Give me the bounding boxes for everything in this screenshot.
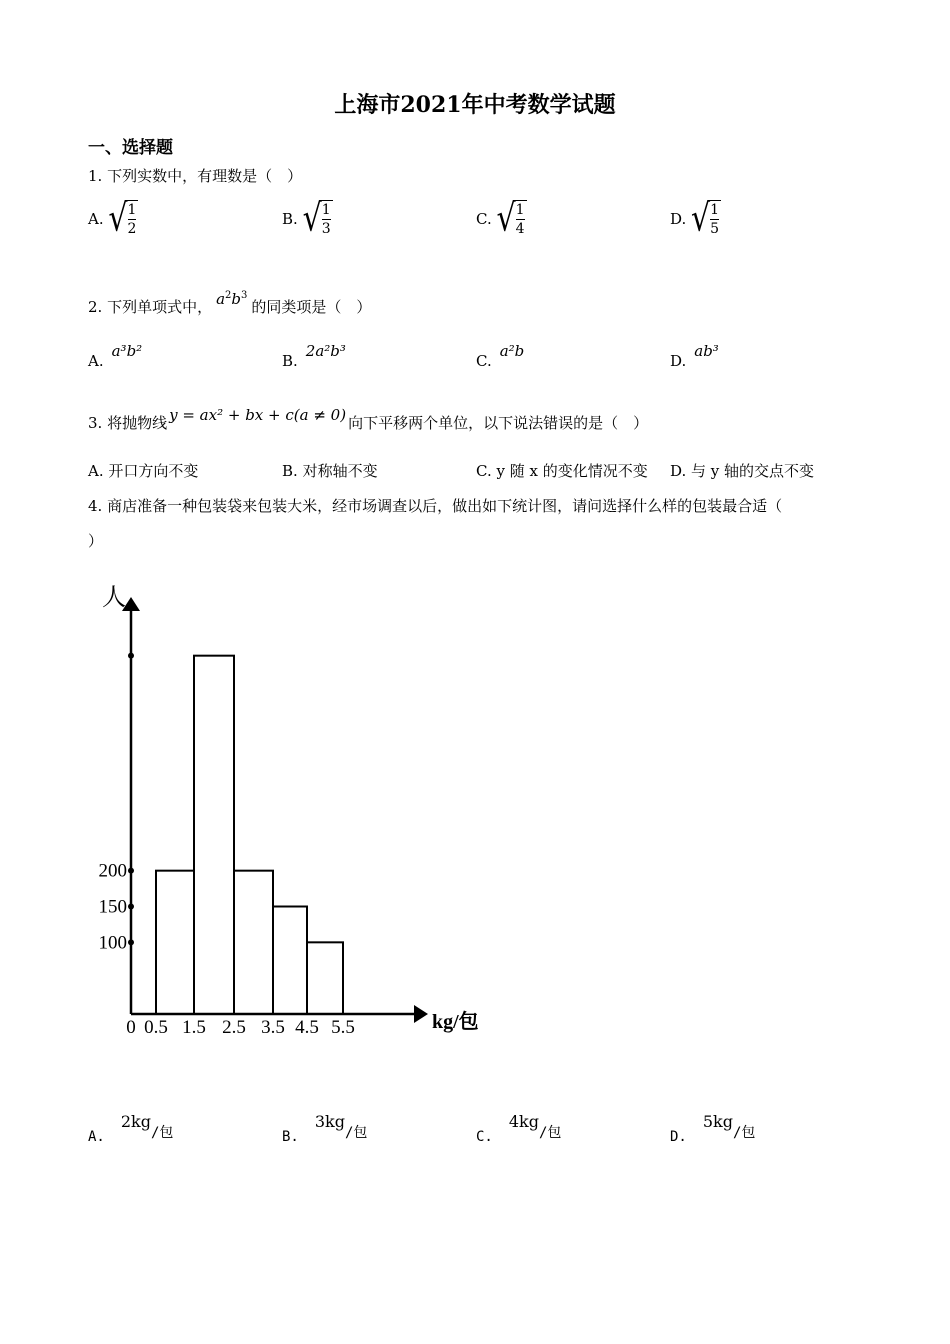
question-4-option-b[interactable]	[282, 1112, 368, 1145]
option-text: y 随 x 的变化情况不变	[496, 462, 648, 480]
sqrt-fraction	[302, 196, 333, 241]
y-tick-label-200: 200	[98, 860, 127, 882]
option-label: C.	[476, 210, 492, 228]
denominator: 2	[127, 221, 137, 237]
y-tick-dot-150	[128, 904, 134, 910]
histogram-bar-1	[156, 871, 194, 1014]
option-unit: /包	[732, 1125, 756, 1141]
question-1-stem: 1. 下列实数中，有理数是（ ）	[88, 167, 303, 185]
question-3-option-c[interactable]	[476, 460, 648, 481]
denominator: 4	[515, 221, 525, 237]
sqrt-fraction	[496, 196, 527, 241]
question-3-stem-after: 向下平移两个单位，以下说法错误的是（ ）	[348, 414, 649, 432]
question-2-option-a[interactable]	[88, 342, 143, 370]
term-base-b: b	[231, 290, 242, 308]
question-4-stem-line2: ）	[88, 532, 104, 550]
option-label: B.	[282, 352, 298, 370]
option-value: 4kg	[508, 1112, 539, 1131]
question-4-option-c[interactable]	[476, 1112, 562, 1145]
question-2-option-d[interactable]	[670, 342, 719, 370]
question-2-option-c[interactable]	[476, 342, 525, 370]
radical-sign: √	[302, 196, 322, 241]
option-value: 3kg	[314, 1112, 345, 1131]
question-1-option-a[interactable]	[88, 196, 138, 241]
radical-sign: √	[691, 196, 711, 241]
x-axis-arrow-icon	[414, 1005, 428, 1023]
denominator: 5	[710, 221, 720, 237]
option-label: D.	[670, 352, 687, 370]
numerator: 1	[710, 202, 720, 218]
option-label: C.	[476, 352, 492, 370]
option-value: 5kg	[702, 1112, 733, 1131]
option-label: D.	[670, 462, 692, 480]
question-2-stem	[88, 288, 372, 316]
radical-sign: √	[496, 196, 516, 241]
histogram-bars	[156, 656, 343, 1014]
sqrt-fraction	[108, 196, 138, 241]
option-label: B.	[282, 210, 298, 228]
histogram-bar-2	[194, 656, 234, 1014]
option-text: 对称轴不变	[302, 462, 378, 480]
option-expression: a²b	[499, 342, 525, 360]
question-3-formula: y = ax² + bx + c(a ≠ 0)	[169, 406, 347, 424]
option-unit: /包	[150, 1125, 174, 1141]
question-2-term	[216, 290, 247, 308]
x-tick-label-3.5: 3.5	[261, 1017, 285, 1038]
y-tick-label-100: 100	[98, 932, 127, 954]
section-heading: 一、选择题	[88, 138, 173, 158]
option-expression: ab³	[694, 342, 719, 360]
option-text: 与 y 轴的交点不变	[691, 462, 815, 480]
question-3-stem	[88, 404, 649, 432]
term-base-a: a	[216, 290, 226, 308]
question-1-option-b[interactable]	[282, 196, 333, 241]
option-label: A.	[88, 1129, 105, 1145]
option-label: C.	[476, 462, 497, 480]
question-3-stem-before: 3. 将抛物线	[88, 414, 168, 432]
option-text: 开口方向不变	[108, 462, 199, 480]
question-2-stem-before: 2. 下列单项式中，	[88, 298, 213, 316]
option-label: A.	[88, 352, 104, 370]
y-tick-dot-max	[128, 653, 134, 659]
histogram-chart	[88, 575, 508, 1045]
option-label: D.	[670, 1129, 687, 1145]
option-label: B.	[282, 462, 303, 480]
x-tick-label-0.5: 0.5	[144, 1017, 168, 1038]
option-expression: 2a²b³	[305, 342, 346, 360]
histogram-bar-4	[273, 907, 307, 1015]
question-4-option-a[interactable]	[88, 1112, 174, 1145]
radical-sign: √	[108, 196, 128, 241]
y-tick-dot-200	[128, 868, 134, 874]
histogram-bar-5	[307, 942, 343, 1014]
numerator: 1	[321, 202, 331, 218]
question-1-option-c[interactable]	[476, 196, 527, 241]
page-title: 上海市2021年中考数学试题	[334, 92, 616, 118]
numerator: 1	[127, 202, 137, 218]
question-1-option-d[interactable]	[670, 196, 721, 241]
term-exp-a: 2	[225, 290, 232, 301]
numerator: 1	[515, 202, 525, 218]
option-label: A.	[88, 462, 109, 480]
option-expression: a³b²	[111, 342, 143, 360]
y-tick-label-150: 150	[98, 896, 127, 918]
option-label: C.	[476, 1129, 493, 1145]
x-tick-label-0: 0	[126, 1017, 136, 1038]
histogram-bar-3	[234, 871, 273, 1014]
x-tick-label-5.5: 5.5	[331, 1017, 355, 1038]
sqrt-fraction	[691, 196, 721, 241]
option-label: A.	[88, 210, 104, 228]
question-4-stem-line1: 4. 商店准备一种包装袋来包装大米，经市场调查以后，做出如下统计图，请问选择什么样的包装最合适（	[88, 497, 783, 515]
x-tick-label-4.5: 4.5	[295, 1017, 319, 1038]
question-3-option-a[interactable]	[88, 460, 198, 481]
term-exp-b: 3	[241, 290, 248, 301]
x-tick-label-1.5: 1.5	[182, 1017, 206, 1038]
question-3-option-d[interactable]	[670, 460, 814, 481]
question-3-option-b[interactable]	[282, 460, 378, 481]
x-axis-label: kg/包	[432, 1011, 479, 1033]
question-4-option-d[interactable]	[670, 1112, 756, 1145]
denominator: 3	[321, 221, 331, 237]
x-tick-label-2.5: 2.5	[222, 1017, 246, 1038]
question-2-stem-after: 的同类项是（ ）	[251, 298, 372, 316]
y-axis-label: 人	[102, 585, 126, 611]
option-label: B.	[282, 1129, 299, 1145]
y-tick-dot-100	[128, 939, 134, 945]
option-unit: /包	[344, 1125, 368, 1141]
option-unit: /包	[538, 1125, 562, 1141]
option-label: D.	[670, 210, 687, 228]
option-value: 2kg	[120, 1112, 151, 1131]
question-2-option-b[interactable]	[282, 342, 346, 370]
